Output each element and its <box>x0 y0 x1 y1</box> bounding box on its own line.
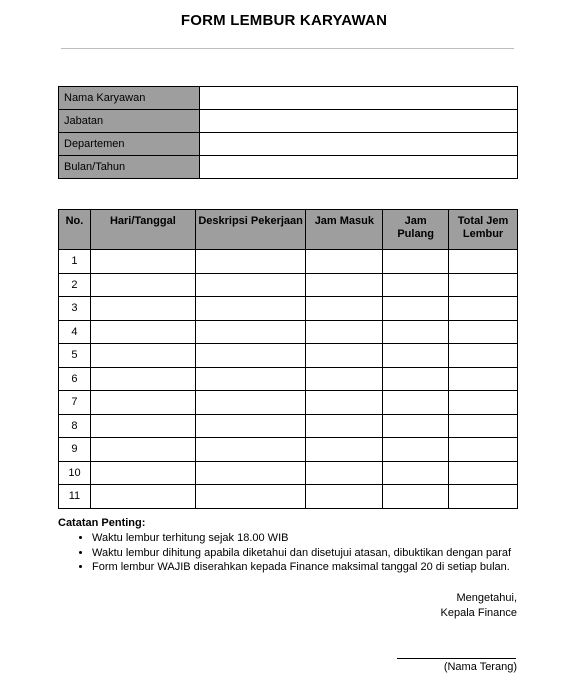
time-out-cell[interactable] <box>383 391 449 415</box>
time-in-cell[interactable] <box>306 250 383 274</box>
table-body <box>59 250 518 509</box>
description-cell[interactable] <box>195 320 306 344</box>
time-out-cell[interactable] <box>383 297 449 321</box>
time-in-cell[interactable] <box>306 367 383 391</box>
date-cell[interactable] <box>90 391 195 415</box>
description-cell[interactable] <box>195 367 306 391</box>
employee-name-field[interactable] <box>200 87 518 110</box>
signature-block <box>441 591 517 621</box>
total-overtime-cell[interactable] <box>449 273 518 297</box>
time-in-cell[interactable] <box>306 485 383 509</box>
table-header-row <box>59 210 518 250</box>
total-overtime-cell[interactable] <box>449 297 518 321</box>
table-row <box>59 391 518 415</box>
note-item: • Form lembur WAJIB diserahkan kepada Finance maksimal tanggal 20 di setiap bulan. <box>92 560 518 575</box>
info-row-name <box>59 87 518 110</box>
notes-title: Catatan Penting: <box>58 517 146 529</box>
row-number: 6 <box>59 367 91 391</box>
time-in-cell[interactable] <box>306 344 383 368</box>
time-in-cell[interactable] <box>306 273 383 297</box>
department-field[interactable] <box>200 133 518 156</box>
description-cell[interactable] <box>195 391 306 415</box>
table-row <box>59 414 518 438</box>
total-overtime-cell[interactable] <box>449 438 518 462</box>
note-item: • Waktu lembur dihitung apabila diketahui dan disetujui atasan, dibuktikan dengan paraf <box>92 546 518 561</box>
date-cell[interactable] <box>90 367 195 391</box>
table-row <box>59 250 518 274</box>
date-cell[interactable] <box>90 485 195 509</box>
description-cell[interactable] <box>195 414 306 438</box>
row-number: 3 <box>59 297 91 321</box>
header-date: Hari/Tanggal <box>90 210 195 250</box>
time-out-cell[interactable] <box>383 414 449 438</box>
header-description: Deskripsi Pekerjaan <box>195 210 306 250</box>
info-label-department: Departemen <box>59 133 200 156</box>
row-number: 2 <box>59 273 91 297</box>
row-number: 5 <box>59 344 91 368</box>
position-field[interactable] <box>200 110 518 133</box>
time-out-cell[interactable] <box>383 250 449 274</box>
date-cell[interactable] <box>90 273 195 297</box>
date-cell[interactable] <box>90 461 195 485</box>
description-cell[interactable] <box>195 438 306 462</box>
total-overtime-cell[interactable] <box>449 391 518 415</box>
time-out-cell[interactable] <box>383 344 449 368</box>
form-title: FORM LEMBUR KARYAWAN <box>180 12 388 29</box>
row-number: 8 <box>59 414 91 438</box>
table-row <box>59 438 518 462</box>
table-row <box>59 461 518 485</box>
row-number: 9 <box>59 438 91 462</box>
info-row-department <box>59 133 518 156</box>
description-cell[interactable] <box>195 485 306 509</box>
date-cell[interactable] <box>90 344 195 368</box>
header-no: No. <box>59 210 91 250</box>
row-number: 10 <box>59 461 91 485</box>
header-time-out: Jam Pulang <box>383 210 449 250</box>
header-total-overtime: Total Jem Lembur <box>449 210 518 250</box>
total-overtime-cell[interactable] <box>449 320 518 344</box>
time-out-cell[interactable] <box>383 367 449 391</box>
signature-acknowledged: Mengetahui, <box>456 592 517 604</box>
total-overtime-cell[interactable] <box>449 414 518 438</box>
signature-name: (Nama Terang) <box>443 661 517 673</box>
row-number: 1 <box>59 250 91 274</box>
time-out-cell[interactable] <box>383 485 449 509</box>
total-overtime-cell[interactable] <box>449 485 518 509</box>
date-cell[interactable] <box>90 320 195 344</box>
time-in-cell[interactable] <box>306 438 383 462</box>
info-row-month-year <box>59 156 518 179</box>
date-cell[interactable] <box>90 250 195 274</box>
table-row <box>59 273 518 297</box>
signature-line <box>397 658 516 659</box>
row-number: 4 <box>59 320 91 344</box>
total-overtime-cell[interactable] <box>449 461 518 485</box>
table-row <box>59 297 518 321</box>
time-out-cell[interactable] <box>383 273 449 297</box>
info-label-position: Jabatan <box>59 110 200 133</box>
total-overtime-cell[interactable] <box>449 344 518 368</box>
info-label-name: Nama Karyawan <box>59 87 200 110</box>
info-label-month-year: Bulan/Tahun <box>59 156 200 179</box>
important-notes <box>58 517 518 575</box>
header-time-in: Jam Masuk <box>306 210 383 250</box>
table-row <box>59 320 518 344</box>
employee-info-table <box>58 86 518 179</box>
description-cell[interactable] <box>195 461 306 485</box>
time-out-cell[interactable] <box>383 438 449 462</box>
description-cell[interactable] <box>195 273 306 297</box>
total-overtime-cell[interactable] <box>449 250 518 274</box>
time-in-cell[interactable] <box>306 320 383 344</box>
date-cell[interactable] <box>90 297 195 321</box>
date-cell[interactable] <box>90 414 195 438</box>
table-row <box>59 485 518 509</box>
time-out-cell[interactable] <box>383 461 449 485</box>
time-in-cell[interactable] <box>306 391 383 415</box>
table-row <box>59 344 518 368</box>
row-number: 7 <box>59 391 91 415</box>
time-in-cell[interactable] <box>306 414 383 438</box>
overtime-table <box>58 209 518 509</box>
description-cell[interactable] <box>195 344 306 368</box>
row-number: 11 <box>59 485 91 509</box>
title-divider <box>61 48 514 49</box>
table-row <box>59 367 518 391</box>
time-in-cell[interactable] <box>306 461 383 485</box>
description-cell[interactable] <box>195 297 306 321</box>
info-row-position <box>59 110 518 133</box>
signature-role: Kepala Finance <box>440 607 517 619</box>
total-overtime-cell[interactable] <box>449 367 518 391</box>
note-item: • Waktu lembur terhitung sejak 18.00 WIB <box>92 531 518 546</box>
month-year-field[interactable] <box>200 156 518 179</box>
time-in-cell[interactable] <box>306 297 383 321</box>
description-cell[interactable] <box>195 250 306 274</box>
date-cell[interactable] <box>90 438 195 462</box>
notes-list <box>58 531 518 575</box>
time-out-cell[interactable] <box>383 320 449 344</box>
